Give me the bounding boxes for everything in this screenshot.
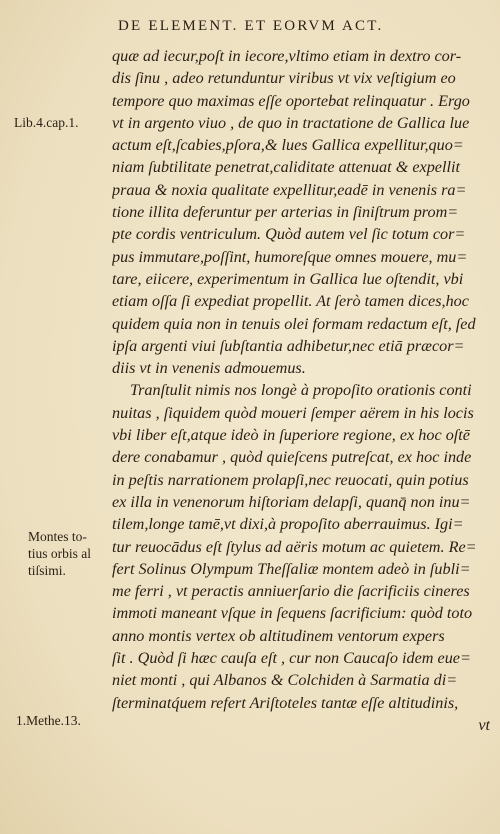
text-line: ipſa argenti viui ſubſtantia adhibetur,nec etiā præcor=: [112, 336, 465, 355]
margin-note-line: Montes to-: [28, 529, 87, 544]
text-line: niam ſubtilitate penetrat,caliditate attenuat & expellit: [112, 158, 460, 177]
running-title: DE ELEMENT. ET EORVM ACT.: [118, 18, 384, 34]
text-line: praua & noxia qualitate expellitur,eadē in venenis ra=: [112, 180, 467, 199]
text-line: tur reuocādus eſt ſtylus ad aëris motum ac quietem. Re=: [112, 537, 477, 556]
text-line: diis vt in venenis admouemus.: [112, 359, 306, 378]
text-line: etiam oſſa ſi expediat propellit. At ſerò tamen dices,hoc: [112, 292, 469, 311]
margin-note-lib-ref: Lib.4.cap.1.: [14, 115, 79, 130]
text-line: ſit . Quòd ſi hæc cauſa eſt , cur non Caucaſo idem eue=: [112, 649, 471, 668]
margin-note-montes: [28, 528, 91, 579]
text-line: vt in argento viuo , de quo in tractatione de Gallica lue: [112, 113, 470, 132]
text-line: fert Solinus Olympum Theſſaliæ montem adeò in ſubli=: [112, 559, 471, 578]
text-line: me ferri , vt peractis anniuerſario die ſacrificiis cineres: [112, 582, 470, 601]
paragraph-start-line: Tranſtulit nimis nos longè à propoſito orationis conti: [130, 381, 472, 400]
text-line: quidem quia non in tenuis olei formam redactum eſt, ſed: [112, 314, 476, 333]
text-line: tare, eiicere, experimentum in Gallica lue oſtendit, vbi: [112, 269, 464, 288]
margin-note-methe-ref: 1.Methe.13.: [16, 713, 81, 728]
text-line: pte cordis ventriculum. Quòd autem vel ſic totum cor=: [112, 225, 466, 244]
text-line: tione illita deferuntur per arterias in ſiniſtrum prom=: [112, 203, 459, 222]
margin-note-line: tiſsimi.: [28, 563, 66, 578]
text-line: tilem,longe tamē,vt dixi,à propoſito aberrauimus. Igi=: [112, 515, 464, 534]
text-line: nuitas , ſiquidem quòd moueri ſemper aërem in his locis: [112, 403, 474, 422]
margin-note-line: tius orbis al: [28, 546, 91, 561]
text-line: in peſtis narrationem prolapſi,nec reuocati, quin potius: [112, 470, 469, 489]
text-line: dis ſinu , adeo retunduntur viribus vt vix veſtigium eo: [112, 69, 456, 88]
bleed-through-text: [435, 300, 438, 311]
text-line: tempore quo maximas eſſe oportebat relinquatur . Ergo: [112, 91, 470, 110]
text-line: immoti maneant vſque in ſequens ſacrificium: quòd toto: [112, 604, 473, 623]
main-text-block: [112, 45, 490, 736]
text-line: vbi liber eſt,atque ideò in ſuperiore regione, ex hoc oſtē: [112, 426, 470, 445]
text-line: quæ ad iecur,poſt in iecore,vltimo etiam in dextro cor-: [112, 47, 462, 65]
text-line: ſterminatq́uem refert Ariſtoteles tantæ eſſe altitudinis,: [112, 693, 459, 712]
text-line: anno montis vertex ob altitudinem ventorum expers: [112, 626, 445, 645]
text-line: pus immutare,poſſint, humoreſque omnes mouere, mu=: [112, 247, 468, 266]
text-line: dere conabamur , quòd quieſcens putreſcat, ex hoc inde: [112, 448, 472, 467]
text-line: actum eſt,ſcabies,pſora,& lues Gallica expellitur,quo=: [112, 136, 464, 155]
catchword: vt: [478, 715, 490, 734]
text-line: ex illa in venenorum hiſtoriam delapſi, quanq̄ non inu=: [112, 492, 471, 511]
text-line: niet monti , qui Albanos & Colchiden à Sarmatia di=: [112, 671, 458, 690]
